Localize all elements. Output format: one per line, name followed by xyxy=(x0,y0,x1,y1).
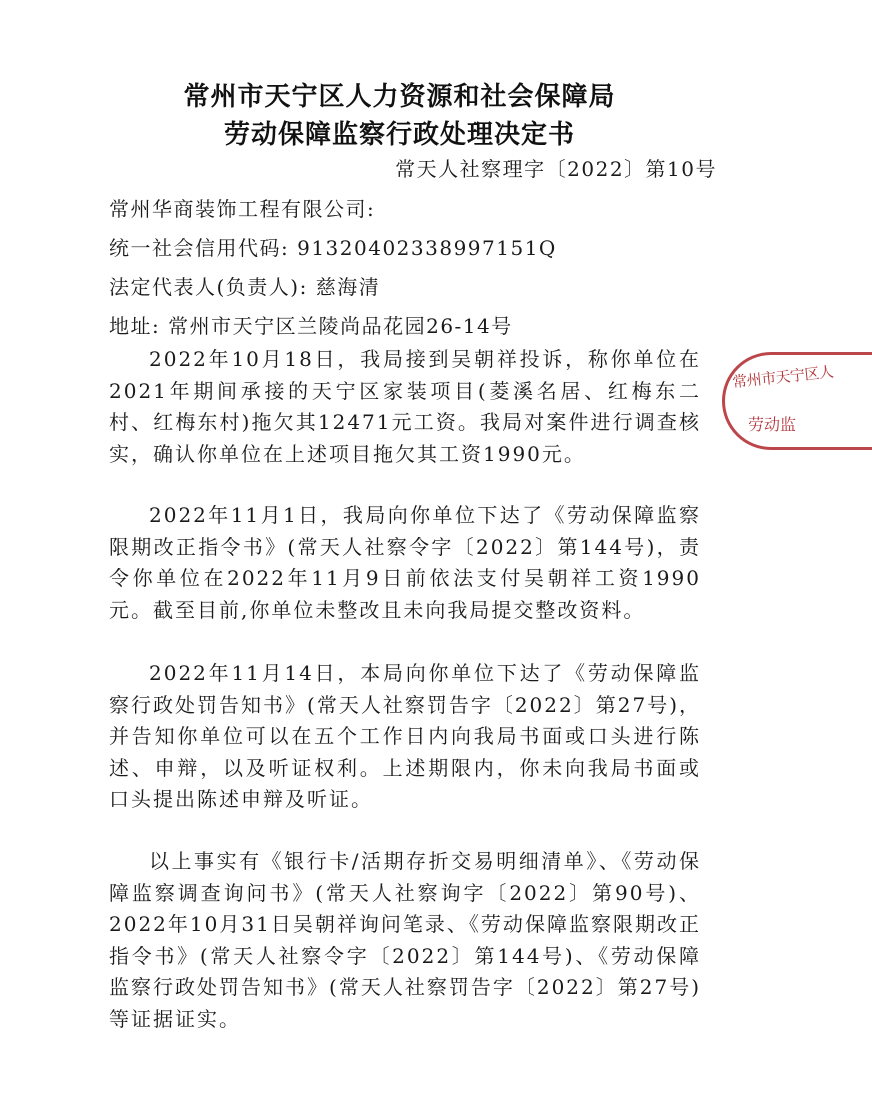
recipient-credit-code: 统一社会信用代码: 91320402338997151Q xyxy=(109,236,557,260)
official-seal-stamp xyxy=(722,352,835,450)
body-paragraph-correction-order: 2022年11月1日，我局向你单位下达了《劳动保障监察限期改正指令书》(常天人社察令字〔2022〕第144号)，责令你单位在2022年11月9日前依法支付吴朝祥工资1990元。截至目前,你单位未整改且未向我局提交整改资料。 xyxy=(109,503,701,622)
body-paragraph-complaint: 2022年10月18日，我局接到吴朝祥投诉，称你单位在2021年期间承接的天宁区家装项目(菱溪名居、红梅东二村、红梅东村)拖欠其12471元工资。我局对案件进行调查核实，确认你单位在上述项目拖欠其工资1990元。 xyxy=(109,347,701,466)
recipient-company: 常州华商装饰工程有限公司: xyxy=(109,197,376,221)
seal-text-line1: 常州市天宁区人 xyxy=(731,362,835,392)
body-paragraph-evidence: 以上事实有《银行卡/活期存折交易明细清单》、《劳动保障监察调查询问书》(常天人社察询字〔2022〕第90号)、2022年10月31日吴朝祥询问笔录、《劳动保障监察限期改正指令书》(常天人社察令字〔2022〕第144号)、《劳动保障监察行政处罚告知书》(常天人社察罚告字〔2022〕第27号)等证据证实。 xyxy=(109,849,701,1031)
document-title-line2: 劳动保障监察行政处理决定书 xyxy=(223,120,575,150)
document-title-line1: 常州市天宁区人力资源和社会保障局 xyxy=(183,82,616,112)
recipient-address: 地址: 常州市天宁区兰陵尚品花园26-14号 xyxy=(109,314,513,338)
recipient-legal-representative: 法定代表人(负责人): 慈海清 xyxy=(109,275,381,299)
body-paragraph-penalty-notice: 2022年11月14日，本局向你单位下达了《劳动保障监察行政处罚告知书》(常天人社察罚告字〔2022〕第27号)，并告知你单位可以在五个工作日内向我局书面或口头进行陈述、申辩，以及听证权利。上述期限内，你未向我局书面或口头提出陈述申辩及听证。 xyxy=(109,661,701,811)
seal-text-line2: 劳动监 xyxy=(748,415,797,434)
document-number: 常天人社察理字〔2022〕第10号 xyxy=(395,157,717,181)
